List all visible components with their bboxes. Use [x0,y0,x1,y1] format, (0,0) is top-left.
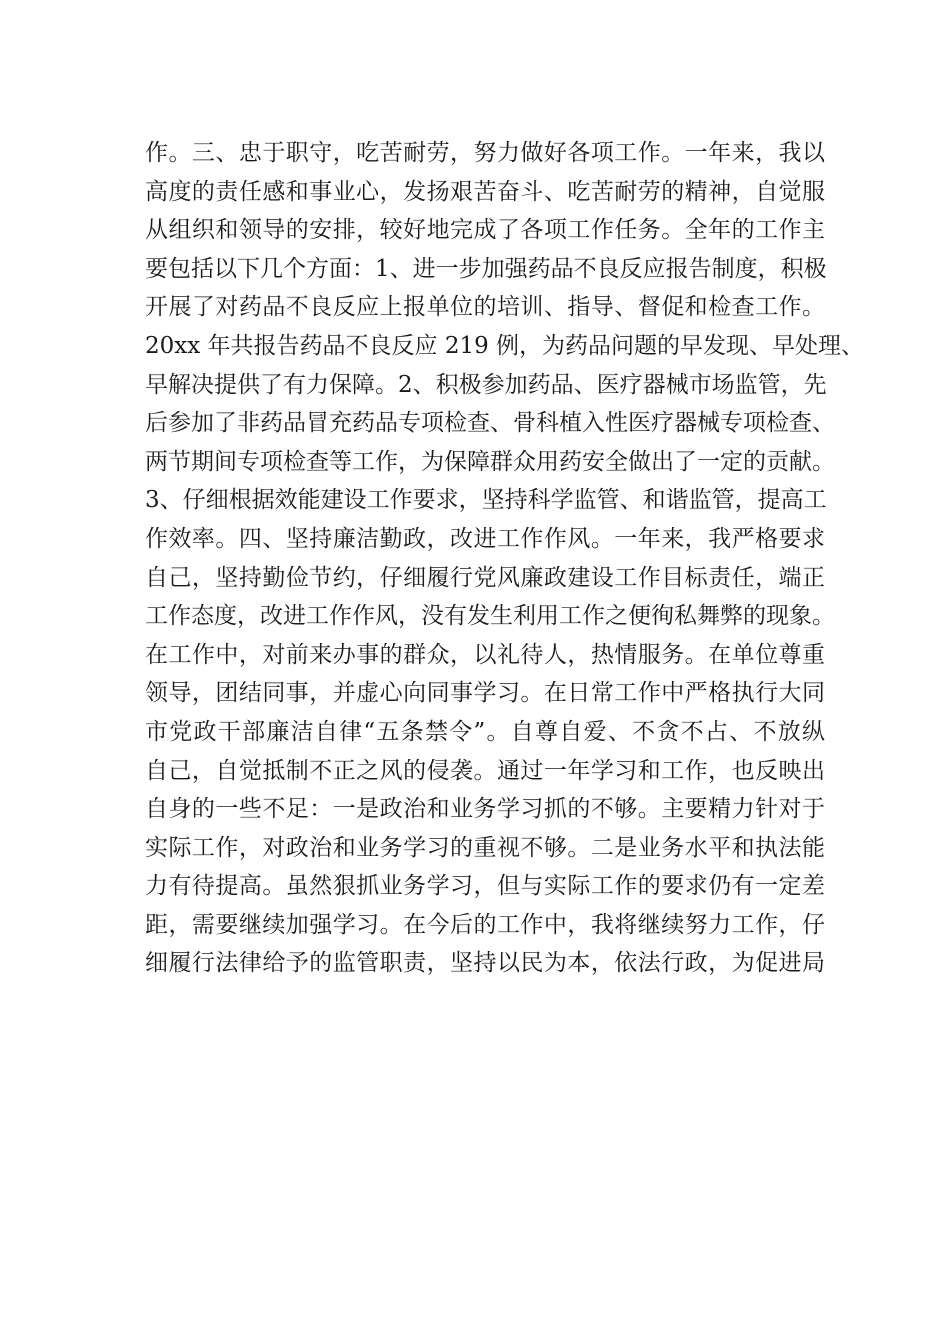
text-line: 开展了对药品不良反应上报单位的培训、指导、督促和检查工作。 [145,294,825,321]
text-line: 细履行法律给予的监管职责，坚持以民为本，依法行政，为促进局 [145,950,825,977]
text-line: 自己，坚持勤俭节约，仔细履行党风廉政建设工作目标责任，端正 [145,564,825,591]
text-line: 早解决提供了有力保障。2、积极参加药品、医疗器械市场监管，先 [145,371,827,398]
text-line: 高度的责任感和事业心，发扬艰苦奋斗、吃苦耐劳的精神，自觉服 [145,178,825,205]
text-line: 后参加了非药品冒充药品专项检查、骨科植入性医疗器械专项检查、 [145,410,835,437]
text-line: 力有待提高。虽然狠抓业务学习，但与实际工作的要求仍有一定差 [145,873,825,900]
text-line: 20xx 年共报告药品不良反应 219 例，为药品问题的早发现、早处理、 [145,332,865,359]
text-line: 自身的一些不足：一是政治和业务学习抓的不够。主要精力针对于 [145,796,825,823]
text-line: 作效率。四、坚持廉洁勤政，改进工作作风。一年来，我严格要求 [145,525,825,552]
text-line: 领导，团结同事，并虚心向同事学习。在日常工作中严格执行大同 [145,680,825,707]
text-line: 作。三、忠于职守，吃苦耐劳，努力做好各项工作。一年来，我以 [145,140,825,166]
body-text [145,134,865,983]
text-line: 3、仔细根据效能建设工作要求，坚持科学监管、和谐监管，提高工 [145,487,827,514]
text-line: 距，需要继续加强学习。在今后的工作中，我将继续努力工作，仔 [145,911,825,938]
text-line: 要包括以下几个方面：1、进一步加强药品不良反应报告制度，积极 [145,255,827,282]
text-line: 在工作中，对前来办事的群众，以礼待人，热情服务。在单位尊重 [145,641,825,668]
text-line: 实际工作，对政治和业务学习的重视不够。二是业务水平和执法能 [145,834,825,861]
text-line: 两节期间专项检查等工作，为保障群众用药安全做出了一定的贡献。 [145,448,835,475]
text-line: 工作态度，改进工作作风，没有发生利用工作之便徇私舞弊的现象。 [145,603,835,630]
text-line: 自己，自觉抵制不正之风的侵袭。通过一年学习和工作，也反映出 [145,757,825,784]
text-line: 从组织和领导的安排，较好地完成了各项工作任务。全年的工作主 [145,217,825,244]
text-line: 市党政干部廉洁自律“五条禁令”。自尊自爱、不贪不占、不放纵 [145,718,825,745]
